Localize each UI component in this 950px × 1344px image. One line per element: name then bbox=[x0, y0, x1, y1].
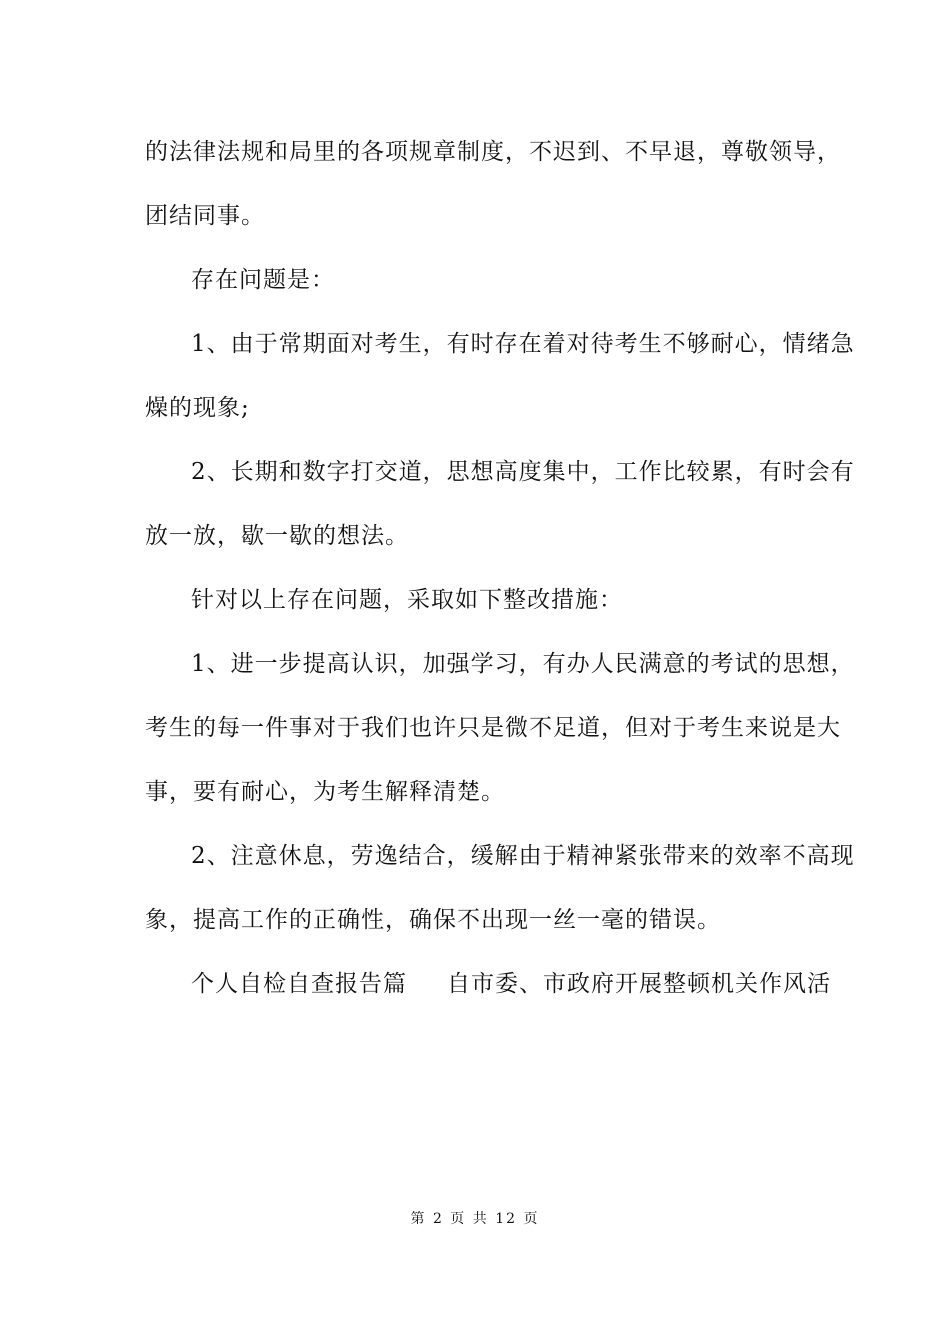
page-number: 第 2 页 共 12 页 bbox=[410, 1211, 540, 1227]
paragraph-line: 燥的现象; bbox=[145, 395, 250, 421]
page-footer bbox=[0, 1208, 950, 1228]
paragraph-line: 1、由于常期面对考生，有时存在着对待考生不够耐心，情绪急 bbox=[191, 331, 855, 357]
paragraph-line: 针对以上存在问题，采取如下整改措施： bbox=[191, 587, 623, 613]
paragraph-line: 2、注意休息，劳逸结合，缓解由于精神紧张带来的效率不高现 bbox=[191, 843, 855, 869]
paragraph-line: 考生的每一件事对于我们也许只是微不足道，但对于考生来说是大 bbox=[145, 715, 841, 741]
paragraph-line: 事，要有耐心，为考生解释清楚。 bbox=[145, 779, 505, 805]
paragraph-line: 团结同事。 bbox=[145, 203, 265, 229]
document-body bbox=[145, 128, 855, 1024]
paragraph-line: 放一放，歇一歇的想法。 bbox=[145, 523, 409, 549]
paragraph-line: 1、进一步提高认识，加强学习，有办人民满意的考试的思想， bbox=[191, 651, 855, 677]
paragraph-line: 存在问题是： bbox=[191, 267, 335, 293]
section-heading: 个人自检自查报告篇 bbox=[191, 971, 407, 997]
paragraph-line: 的法律法规和局里的各项规章制度，不迟到、不早退，尊敬领导， bbox=[145, 139, 841, 165]
paragraph-line: 象，提高工作的正确性，确保不出现一丝一毫的错误。 bbox=[145, 907, 721, 933]
section-intro-text: 自市委、市政府开展整顿机关作风活 bbox=[447, 971, 831, 997]
paragraph-line bbox=[145, 960, 831, 1024]
paragraph-line: 2、长期和数字打交道，思想高度集中，工作比较累，有时会有 bbox=[191, 459, 855, 485]
